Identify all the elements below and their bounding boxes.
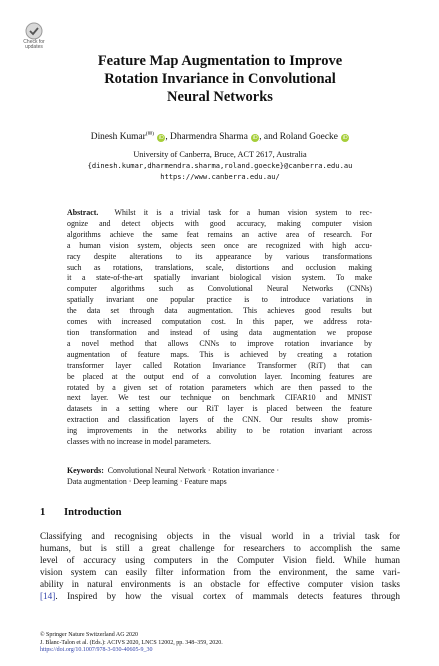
abstract-line: the data set through data augmentation. This achieves good results but bbox=[67, 306, 372, 316]
section-heading bbox=[40, 507, 122, 518]
abstract-line: it a state-of-the-art spatially invariant biological vision system. To make bbox=[67, 273, 372, 283]
abstract-line: racy despite alterations to its appearance by various transformations bbox=[67, 251, 372, 261]
title-line-2: Rotation Invariance in Convolutional bbox=[104, 71, 336, 87]
intro-line: vision system can easily filter information from the environment, the same vari- bbox=[40, 567, 400, 577]
affiliation-block bbox=[40, 150, 400, 182]
abstract-line: computer algorithms such as Convolutional Neural Networks (CNNs) bbox=[67, 284, 372, 294]
badge-line-1: Check for bbox=[23, 39, 45, 45]
introduction-text bbox=[40, 530, 400, 602]
badge-line-2: updates bbox=[25, 44, 43, 50]
check-for-updates-icon bbox=[25, 22, 43, 40]
keywords-line-1: Convolutional Neural Network · Rotation invariance · bbox=[107, 466, 280, 475]
intro-line: . Inspired by how the visual cortex of mammals detects features through bbox=[55, 591, 400, 601]
abstract-line: algorithms achieve the same feat remains an active area of research. For bbox=[67, 229, 372, 239]
abstract-line: ognize and detect objects with good accuracy, making computer vision bbox=[67, 218, 372, 228]
intro-line: humans, but is still a great challenge for researchers to accomplish the same bbox=[40, 543, 400, 553]
keywords bbox=[67, 466, 372, 488]
abstract-line: classes with no increase in model parameters. bbox=[67, 437, 211, 447]
intro-line: Classifying and recognising objects in the visual world in a trivial task for bbox=[40, 531, 400, 541]
abstract-line: rotated by a given set of rotation parameters which are then passed to the bbox=[67, 382, 372, 392]
keywords-label: Keywords: bbox=[67, 466, 104, 475]
abstract-line: be placed at the output end of a convolution layer. Incoming features are bbox=[67, 371, 372, 381]
page-footer bbox=[40, 632, 400, 655]
orcid-icon[interactable]: iD bbox=[158, 135, 164, 142]
abstract-line: augmentation of feature maps. This is achieved by creating a rotation bbox=[67, 349, 372, 359]
abstract-line: Whilst it is a trivial task for a human vision system to rec- bbox=[114, 208, 372, 217]
author-list bbox=[40, 128, 400, 143]
orcid-icon[interactable]: iD bbox=[252, 135, 258, 142]
abstract-line: spatially invariant one popular practice is to introduce variations in bbox=[67, 295, 372, 305]
institution-url[interactable]: https://www.canberra.edu.au/ bbox=[160, 171, 280, 181]
abstract-line: next layer. We test our technique on benchmark CIFAR10 and MNIST bbox=[67, 393, 372, 403]
doi-link[interactable]: https://doi.org/10.1007/978-3-030-40605-9_30 bbox=[40, 647, 153, 654]
abstract-line: extraction and classification layers of the CNN. Our results show promis- bbox=[67, 415, 372, 425]
abstract-line: ing improvements in the networks ability to be rotation invariant across bbox=[67, 426, 372, 436]
section-title: Introduction bbox=[64, 507, 122, 518]
abstract-line: such as rotations, translations, scale, distortions and occlusion making bbox=[67, 262, 372, 272]
abstract-line: a novel method that allows CNNs to improve rotation invariance by bbox=[67, 338, 372, 348]
author-2: , Dharmendra Sharma bbox=[165, 132, 248, 143]
author-3: , and Roland Goecke bbox=[259, 132, 338, 143]
section-number: 1 bbox=[40, 507, 46, 518]
orcid-icon[interactable]: iD bbox=[342, 135, 348, 142]
abstract bbox=[67, 208, 372, 448]
intro-line: level of accuracy using computers in the Computer Vision field. While human bbox=[40, 555, 400, 565]
abstract-line: transformer layer called Rotation Invariance Transformer (RiT) that can bbox=[67, 360, 372, 370]
citation-link[interactable]: [14] bbox=[40, 591, 56, 601]
copyright-notice: © Springer Nature Switzerland AG 2020 bbox=[40, 632, 139, 638]
abstract-line: comes with increased computation cost. In this paper, we address rota- bbox=[67, 317, 372, 327]
abstract-label: Abstract. bbox=[67, 208, 99, 217]
abstract-line: tion transformation and instead of using data augmentation we propose bbox=[67, 327, 372, 337]
author-1: Dinesh Kumar bbox=[90, 132, 146, 143]
abstract-line: datasets in a setting where our RiT layer is placed between the feature bbox=[67, 404, 372, 414]
citation-info: J. Blanc-Talon et al. (Eds.): ACIVS 2020, LNCS 12002, pp. 348–359, 2020. bbox=[40, 639, 223, 646]
intro-line: ability in natural environments is an obstacle for effective computer vision tasks bbox=[40, 579, 400, 589]
title-line-1: Feature Map Augmentation to Improve bbox=[97, 53, 343, 69]
check-for-updates-badge[interactable] bbox=[21, 22, 47, 54]
title-line-3: Neural Networks bbox=[167, 89, 273, 105]
institution: University of Canberra, Bruce, ACT 2617, Australia bbox=[133, 150, 307, 159]
paper-title bbox=[40, 52, 400, 106]
abstract-line: a human vision system, objects seen once are recognized with high accu- bbox=[67, 240, 372, 250]
author-emails[interactable]: {dinesh.kumar,dharmendra.sharma,roland.goecke}@canberra.edu.au bbox=[87, 160, 353, 170]
keywords-line-2: Data augmentation · Deep learning · Feature maps bbox=[67, 476, 227, 486]
corresponding-author-mark: (✉) bbox=[145, 131, 155, 137]
